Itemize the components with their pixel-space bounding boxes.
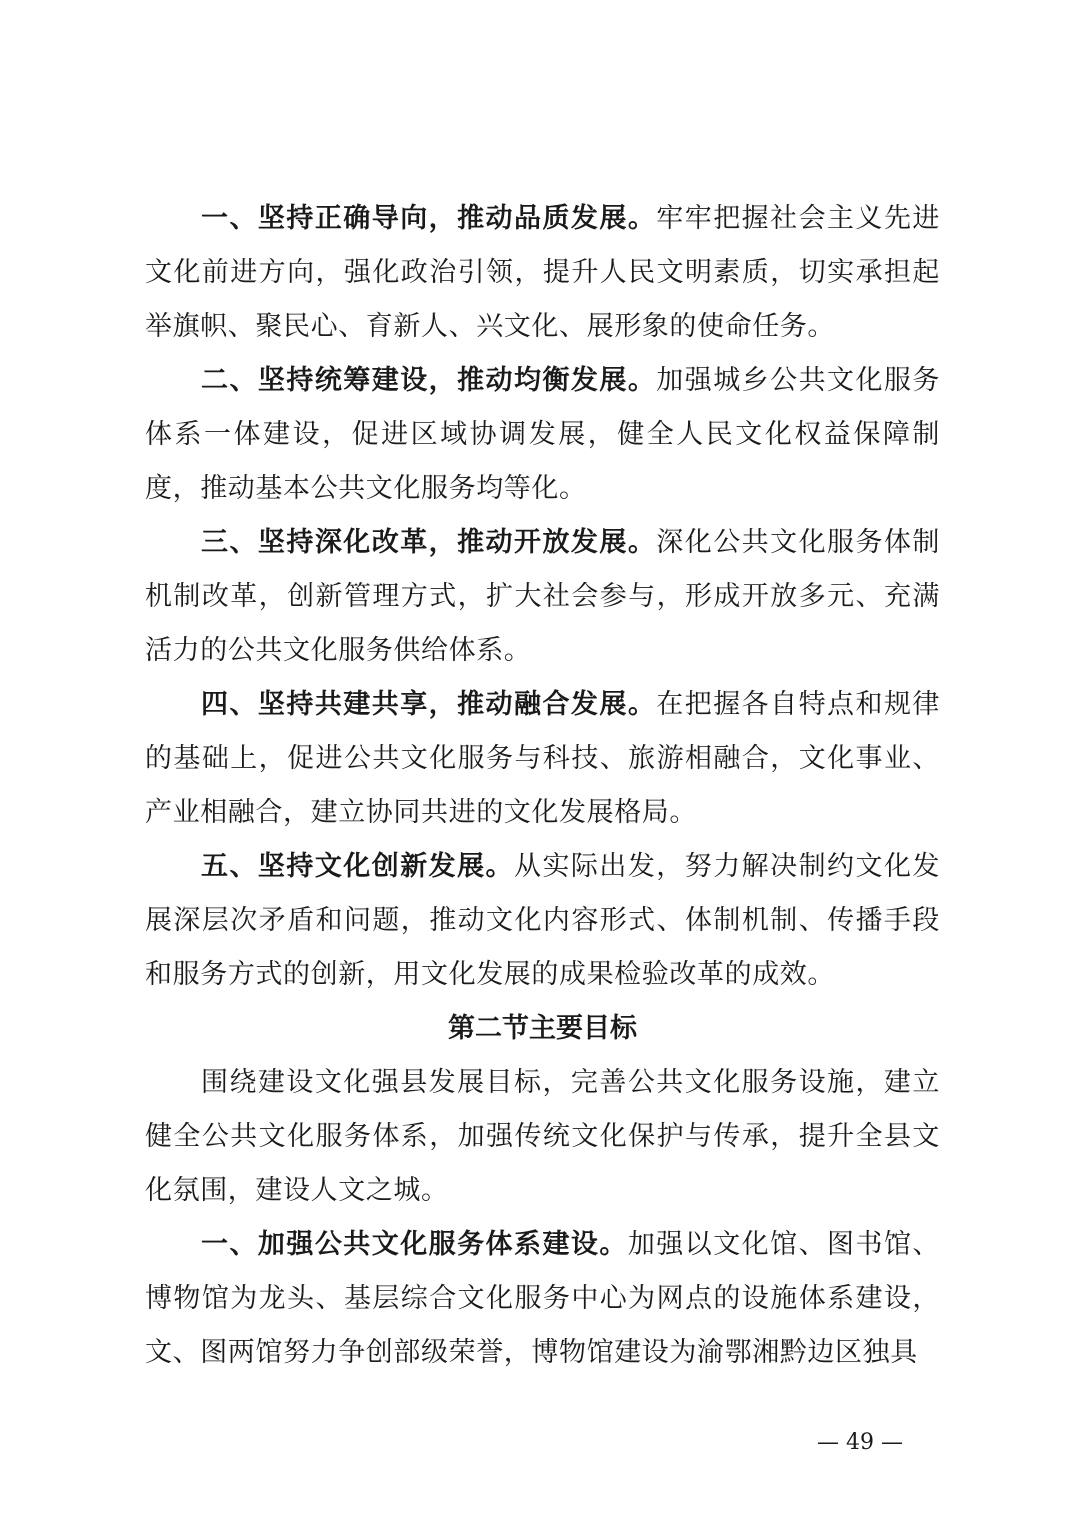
goal-heading-1: 一、加强公共文化服务体系建设。: [201, 1229, 628, 1260]
principle-heading-3: 三、坚持深化改革，推动开放发展。: [201, 527, 657, 558]
principle-text-2: 加强城乡公共文化服务体系一体建设，促进区域协调发展，健全人民文化权益保障制度，推动基本公共文化服务均等化。: [145, 365, 940, 504]
intro-paragraph: 围绕建设文化强县发展目标，完善公共文化服务设施，建立健全公共文化服务体系，加强传统文化保护与传承，提升全县文化氛围，建设人文之城。: [145, 1067, 940, 1206]
principle-heading-4: 四、坚持共建共享，推动融合发展。: [201, 689, 657, 720]
principle-paragraph-3: [145, 516, 940, 678]
principle-text-1: 牢牢把握社会主义先进文化前进方向，强化政治引领，提升人民文明素质，切实承担起举旗帜、聚民心、育新人、兴文化、展形象的使命任务。: [145, 203, 940, 342]
principle-paragraph-5: [145, 840, 940, 1002]
principle-heading-1: 一、坚持正确导向，推动品质发展。: [201, 203, 657, 234]
principle-paragraph-4: [145, 678, 940, 840]
principle-heading-2: 二、坚持统筹建设，推动均衡发展。: [201, 365, 657, 396]
goal-text-1: 加强以文化馆、图书馆、博物馆为龙头、基层综合文化服务中心为网点的设施体系建设，文、图两馆努力争创部级荣誉，博物馆建设为渝鄂湘黔边区独具: [145, 1229, 940, 1368]
document-body: [145, 192, 940, 1380]
principle-text-4: 在把握各自特点和规律的基础上，促进公共文化服务与科技、旅游相融合，文化事业、产业相融合，建立协同共进的文化发展格局。: [145, 689, 940, 828]
principle-paragraph-1: [145, 192, 940, 354]
principle-text-5: 从实际出发，努力解决制约文化发展深层次矛盾和问题，推动文化内容形式、体制机制、传播手段和服务方式的创新，用文化发展的成果检验改革的成效。: [145, 851, 940, 990]
goal-paragraph-1: [145, 1218, 940, 1380]
section-heading: 第二节主要目标: [448, 1013, 637, 1044]
principle-heading-5: 五、坚持文化创新发展。: [201, 851, 515, 882]
page-number: — 49 —: [817, 1430, 903, 1455]
principle-paragraph-2: [145, 354, 940, 516]
principle-text-3: 深化公共文化服务体制机制改革，创新管理方式，扩大社会参与，形成开放多元、充满活力的公共文化服务供给体系。: [145, 527, 940, 666]
